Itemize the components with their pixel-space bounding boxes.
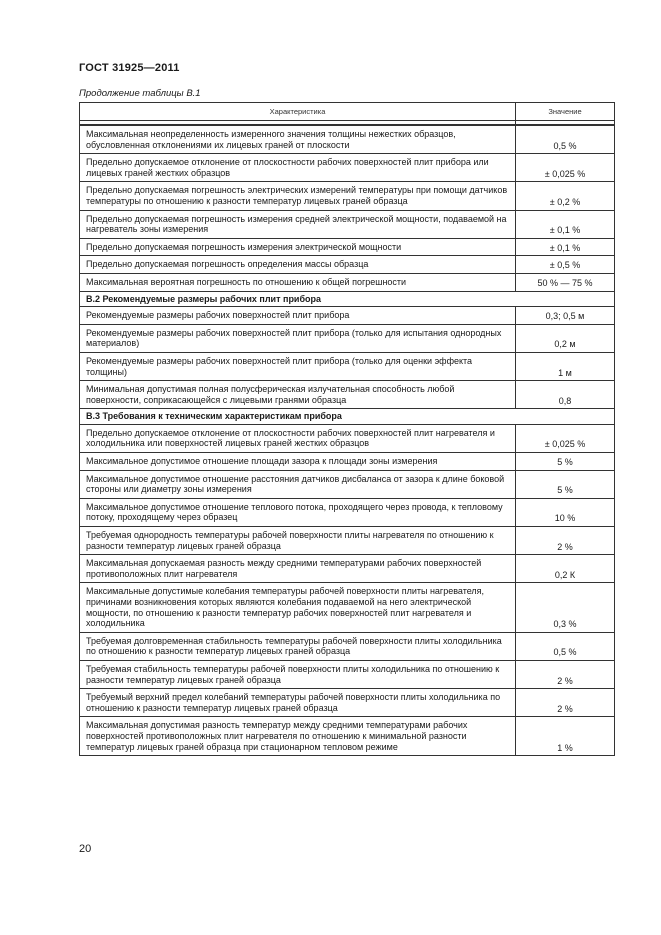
characteristic-cell: Рекомендуемые размеры рабочих поверхностей плит прибора (только для испытания однородных материалов) bbox=[80, 324, 516, 352]
value-cell: 0,3; 0,5 м bbox=[516, 307, 615, 325]
characteristic-cell: Предельно допускаемая погрешность измерения средней электрической мощности, подаваемой на нагреватель зоны измерения bbox=[80, 210, 516, 238]
column-header-characteristic: Характеристика bbox=[80, 103, 516, 121]
value-cell: ± 0,025 % bbox=[516, 154, 615, 182]
value-cell: 5 % bbox=[516, 453, 615, 471]
table-row bbox=[80, 238, 615, 256]
characteristic-cell: Предельно допускаемая погрешность электрических измерений температуры при помощи датчиков температуры по отношению к разности температур лицевых граней образца bbox=[80, 182, 516, 210]
table-row bbox=[80, 210, 615, 238]
characteristic-cell: Предельно допускаемая погрешность определения массы образца bbox=[80, 256, 516, 274]
value-cell: 2 % bbox=[516, 660, 615, 688]
characteristic-cell: Предельно допускаемая погрешность измерения электрической мощности bbox=[80, 238, 516, 256]
table-row bbox=[80, 583, 615, 632]
section-row bbox=[80, 409, 615, 425]
characteristic-cell: Предельно допускаемое отклонение от плоскостности рабочих поверхностей плит прибора или лицевых граней жестких образцов bbox=[80, 154, 516, 182]
section-heading-b2: В.2 Рекомендуемые размеры рабочих плит прибора bbox=[80, 291, 615, 307]
table-row bbox=[80, 154, 615, 182]
value-cell: 2 % bbox=[516, 689, 615, 717]
characteristic-cell: Требуемая долговременная стабильность температуры рабочей поверхности плиты холодильника по отношению к разности температур лицевых граней образца bbox=[80, 632, 516, 660]
table-row bbox=[80, 307, 615, 325]
table-caption: Продолжение таблицы В.1 bbox=[79, 88, 201, 99]
value-cell: 50 % — 75 % bbox=[516, 273, 615, 291]
column-header-value: Значение bbox=[516, 103, 615, 121]
value-cell: 1 м bbox=[516, 352, 615, 380]
section-heading-b3: В.3 Требования к техническим характеристикам прибора bbox=[80, 409, 615, 425]
table-row bbox=[80, 256, 615, 274]
characteristic-cell: Максимальное допустимое отношение теплового потока, проходящего через провода, к тепловому потоку, проходящему через образец bbox=[80, 498, 516, 526]
value-cell: ± 0,025 % bbox=[516, 424, 615, 452]
page-number: 20 bbox=[79, 843, 92, 855]
value-cell: 0,5 % bbox=[516, 632, 615, 660]
table-row bbox=[80, 527, 615, 555]
value-cell: 0,3 % bbox=[516, 583, 615, 632]
document-code: ГОСТ 31925—2011 bbox=[79, 62, 180, 74]
table-row bbox=[80, 324, 615, 352]
characteristic-cell: Максимальная допускаемая разность между средними температурами рабочих поверхностей противоположных плит нагревателя bbox=[80, 555, 516, 583]
characteristic-cell: Максимальная вероятная погрешность по отношению к общей погрешности bbox=[80, 273, 516, 291]
table-header-row bbox=[80, 103, 615, 121]
table-row bbox=[80, 555, 615, 583]
section-row bbox=[80, 291, 615, 307]
characteristic-cell: Требуемая стабильность температуры рабочей поверхности плиты холодильника по отношению к разности температур лицевых граней образца bbox=[80, 660, 516, 688]
value-cell: 0,5 % bbox=[516, 125, 615, 154]
table-row bbox=[80, 273, 615, 291]
value-cell: ± 0,2 % bbox=[516, 182, 615, 210]
table-row bbox=[80, 453, 615, 471]
characteristic-cell: Максимальное допустимое отношение площади зазора к площади зоны измерения bbox=[80, 453, 516, 471]
table-row bbox=[80, 660, 615, 688]
characteristic-cell: Максимальная неопределенность измеренного значения толщины нежестких образцов, обусловленная отклонениями их лицевых граней от плоскости bbox=[80, 125, 516, 154]
table-row bbox=[80, 381, 615, 409]
value-cell: 0,2 К bbox=[516, 555, 615, 583]
table-row bbox=[80, 125, 615, 154]
characteristic-cell: Требуемая однородность температуры рабочей поверхности плиты нагревателя по отношению к разности температур лицевых граней образца bbox=[80, 527, 516, 555]
characteristic-cell: Рекомендуемые размеры рабочих поверхностей плит прибора bbox=[80, 307, 516, 325]
value-cell: 1 % bbox=[516, 717, 615, 756]
value-cell: 2 % bbox=[516, 527, 615, 555]
value-cell: 10 % bbox=[516, 498, 615, 526]
table-row bbox=[80, 632, 615, 660]
characteristic-cell: Максимальное допустимое отношение расстояния датчиков дисбаланса от зазора к длине боковой стороны или диаметру зоны измерения bbox=[80, 470, 516, 498]
table-row bbox=[80, 498, 615, 526]
characteristic-cell: Минимальная допустимая полная полусферическая излучательная способность любой поверхности, соприкасающейся с лицевыми гранями образца bbox=[80, 381, 516, 409]
value-cell: 0,8 bbox=[516, 381, 615, 409]
value-cell: 5 % bbox=[516, 470, 615, 498]
value-cell: ± 0,1 % bbox=[516, 238, 615, 256]
table-row bbox=[80, 182, 615, 210]
value-cell: ± 0,1 % bbox=[516, 210, 615, 238]
characteristic-cell: Требуемый верхний предел колебаний температуры рабочей поверхности плиты холодильника по отношению к разности температур лицевых граней образца bbox=[80, 689, 516, 717]
table-row bbox=[80, 352, 615, 380]
spec-table bbox=[79, 102, 615, 756]
table-row bbox=[80, 717, 615, 756]
table-row bbox=[80, 689, 615, 717]
characteristic-cell: Максимальная допустимая разность температур между средними температурами рабочих поверхностей противоположных плит нагревателя по отношению к минимальной разности температур лицевых граней образца при стационарном тепловом режиме bbox=[80, 717, 516, 756]
characteristic-cell: Максимальные допустимые колебания температуры рабочей поверхности плиты нагревателя, причинами возникновения которых являются колебания подаваемой на него электрической мощности, по отношению к разности температур рабочих поверхностей плит нагревателя и холодильника bbox=[80, 583, 516, 632]
value-cell: 0,2 м bbox=[516, 324, 615, 352]
table-row bbox=[80, 470, 615, 498]
characteristic-cell: Предельно допускаемое отклонение от плоскостности рабочих поверхностей плит нагревателя и холодильника или поверхностей лицевых граней жестких образцов bbox=[80, 424, 516, 452]
value-cell: ± 0,5 % bbox=[516, 256, 615, 274]
table-row bbox=[80, 424, 615, 452]
characteristic-cell: Рекомендуемые размеры рабочих поверхностей плит прибора (только для оценки эффекта толщины) bbox=[80, 352, 516, 380]
